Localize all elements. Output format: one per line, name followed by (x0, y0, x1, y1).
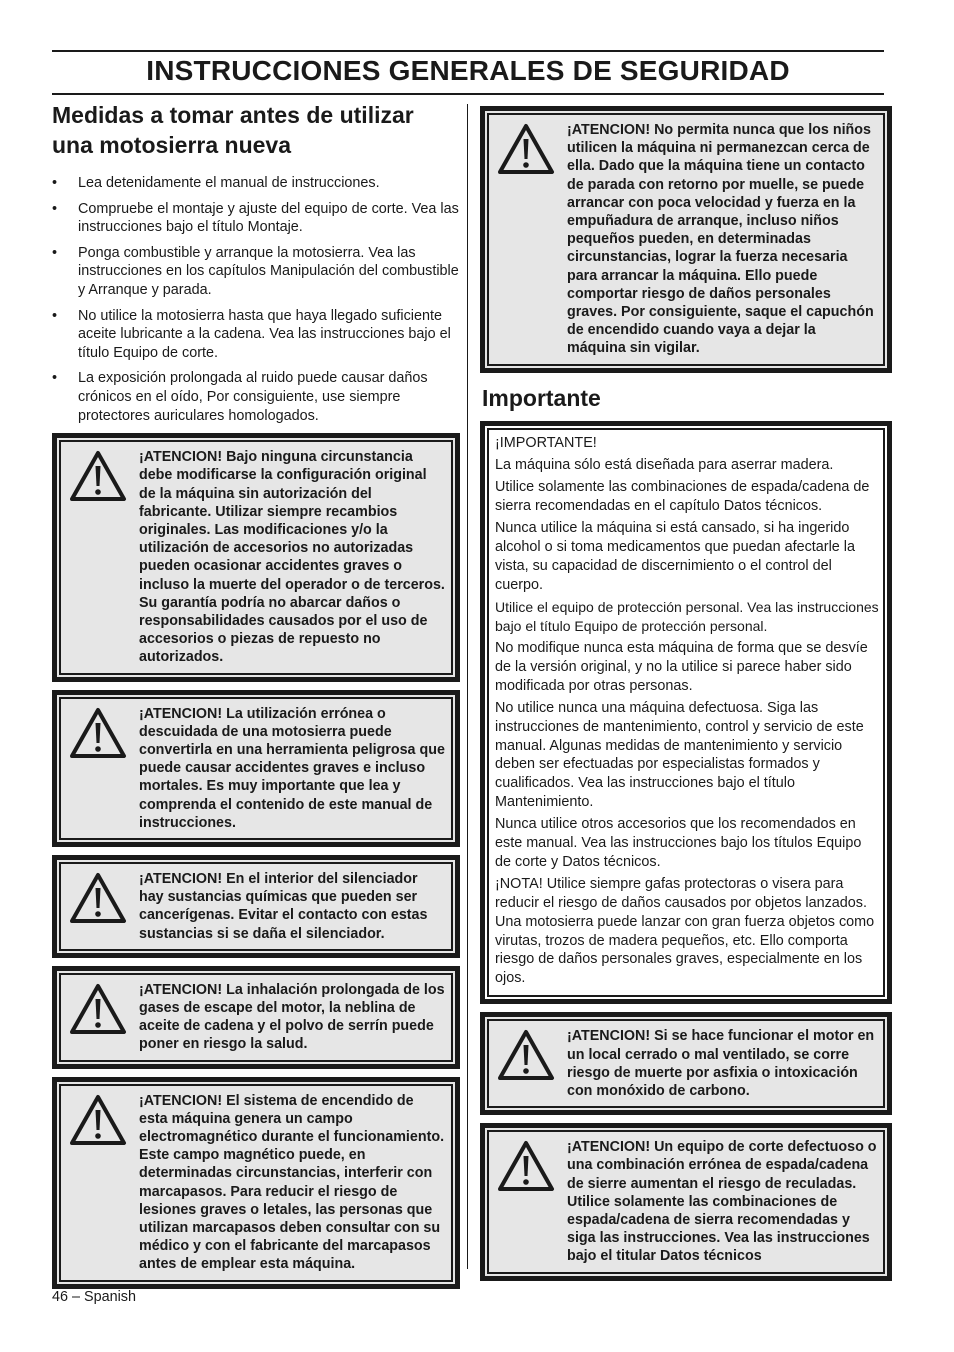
list-item-text: La exposición prolongada al ruido puede causar daños crónicos en el oído, Por consiguiente, use siempre protectores auriculares homologados. (78, 370, 428, 424)
warning-box (52, 433, 460, 681)
list-item: • No utilice la motosierra hasta que haya llegado suficiente aceite lubricante a la cadena. Vea las instrucciones bajo el título Equipo de corte. (52, 307, 451, 361)
warning-box (52, 966, 460, 1069)
warning-box (52, 690, 460, 847)
important-paragraph: No modifique nunca esta máquina de forma que se desvíe de la versión original, y no la utilice si parece haber sido modificada por otras personas. (495, 640, 868, 694)
warning-triangle-icon (485, 1027, 567, 1100)
important-box (480, 421, 892, 1005)
list-item-text: Compruebe el montaje y ajuste del equipo de corte. Vea las instrucciones bajo el título Montaje. (78, 200, 459, 236)
warning-text: ¡ATENCION! En el interior del silenciador hay sustancias químicas que pueden ser cancerígenas. Evitar el contacto con estas sustancias si se daña el silenciador. (139, 870, 428, 942)
important-paragraph: Utilice solamente las combinaciones de espada/cadena de sierra recomendadas en el capítulo Datos técnicos. (495, 479, 870, 515)
checklist (52, 174, 460, 425)
list-item: • Ponga combustible y arranque la motosierra. Vea las instrucciones en los capítulos Manipulación del combustible y Arranque y parada. (52, 244, 459, 298)
important-note: ¡NOTA! Utilice siempre gafas protectoras o visera para reducir el riesgo de daños causados por objetos lanzados. Una motosierra puede lanzar con gran fuerza objetos como virutas, trozos de madera pequeños, etc. Ello comporta riesgo de daños personales graves, especialmente en los ojos. (495, 876, 875, 987)
left-column (52, 100, 460, 1297)
warning-triangle-icon (485, 1138, 567, 1265)
warning-triangle-icon (57, 705, 139, 832)
column-divider (467, 104, 468, 1269)
warning-text: ¡ATENCION! Si se hace funcionar el motor en un local cerrado o mal ventilado, se corre riesgo de muerte por asfixia o intoxicación con monóxido de carbono. (567, 1028, 875, 1100)
section-heading-important: Importante (482, 384, 601, 411)
warning-text: ¡ATENCION! Bajo ninguna circunstancia debe modificarse la configuración original de la máquina sin autorización del fabricante. Utilizar siempre recambios originales. Las modificaciones y/o la utilización de accesorios no autorizadas pueden ocasionar accidentes graves o incluso la muerte del operador o de terceros. Su garantía podría no abarcar daños o responsabilidades causados por el uso de accesorios o piezas de repuesto no autorizados. (139, 449, 445, 666)
warning-text: ¡ATENCION! La inhalación prolongada de los gases de escape del motor, la neblina de aceite de cadena y el polvo de serrín puede poner en riesgo la salud. (139, 981, 445, 1053)
page-title: INSTRUCCIONES GENERALES DE SEGURIDAD (146, 55, 790, 86)
warning-box (480, 106, 892, 373)
warning-text: ¡ATENCION! No permita nunca que los niños utilicen la máquina ni permanezcan cerca de ella. Dado que la máquina tiene un contacto de parada con retorno por muelle, se puede arrancar con poca velocidad y fuerza en la empuñadura de arranque, incluso niños pequeños pueden, en determinadas circunstancias, lograr la fuerza necesaria para arrancar la máquina. Ello puede comportar riesgo de daños personales graves. Por consiguiente, saque el capuchón de encendido cuando vaya a dejar la máquina sin vigilar. (567, 122, 874, 357)
warning-box (480, 1123, 892, 1280)
important-paragraph: No utilice nunca una máquina defectuosa. Siga las instrucciones de mantenimiento, control y servicio de este manual. Algunas medidas de mantenimiento y servicio deben ser efectuadas por especialistas formados y cualificados. Vea las instrucciones bajo el título Mantenimiento. (495, 700, 864, 810)
title-rule-bottom (52, 93, 884, 95)
list-item-text: Lea detenidamente el manual de instrucciones. (78, 175, 380, 191)
warning-box (480, 1012, 892, 1115)
warning-triangle-icon (485, 121, 567, 358)
title-rule-top (52, 50, 884, 52)
warning-triangle-icon (57, 981, 139, 1054)
warning-triangle-icon (57, 870, 139, 943)
warning-triangle-icon (57, 1092, 139, 1274)
important-paragraph: La máquina sólo está diseñada para aserrar madera. (495, 456, 834, 473)
warning-text: ¡ATENCION! El sistema de encendido de esta máquina genera un campo electromagnético durante el funcionamiento. Este campo magnético puede, en determinadas circunstancias, interferir con marcapasos. Para reducir el riesgo de lesiones graves o letales, las personas que utilizan marcapasos deben consultar con su médico y con el fabricante del marcapasos antes de emplear esta máquina. (139, 1092, 445, 1273)
list-item: • La exposición prolongada al ruido puede causar daños crónicos en el oído, Por consiguiente, use siempre protectores auriculares homologados. (52, 370, 428, 424)
list-item: • Lea detenidamente el manual de instrucciones. (52, 175, 380, 191)
warning-box (52, 855, 460, 958)
list-item-text: No utilice la motosierra hasta que haya llegado suficiente aceite lubricante a la cadena. Vea las instrucciones bajo el título Equipo de corte. (78, 307, 451, 361)
warning-text: ¡ATENCION! Un equipo de corte defectuoso o una combinación errónea de espada/cadena de sierre aumentan el riesgo de reculadas. Utilice solamente las combinaciones de espada/cadena de sierra recomendadas y siga las instrucciones. Vea las instrucciones bajo el titular Datos técnicos (567, 1139, 877, 1265)
page-footer: 46 – Spanish (52, 1289, 137, 1305)
important-paragraph: Nunca utilice otros accesorios que los recomendados en este manual. Vea las instrucciones bajo los títulos Equipo de corte y Datos técnicos. (495, 816, 862, 870)
important-label: ¡IMPORTANTE! (495, 434, 597, 451)
important-paragraph: Utilice el equipo de protección personal. Vea las instrucciones bajo el título Equipo de protección personal. (495, 599, 879, 634)
warning-box (52, 1077, 460, 1289)
important-paragraph: Nunca utilice la máquina si está cansado, si ha ingerido alcohol o si toma medicamentos que puedan afectarle la vista, su capacidad de discernimiento o el control del cuerpo. (495, 520, 855, 593)
section-heading-before-use: Medidas a tomar antes de utilizar una motosierra nueva (52, 102, 414, 158)
list-item: • Compruebe el montaje y ajuste del equipo de corte. Vea las instrucciones bajo el título Montaje. (52, 200, 459, 236)
warning-triangle-icon (57, 448, 139, 666)
right-column (480, 106, 892, 1289)
warning-text: ¡ATENCION! La utilización errónea o descuidada de una motosierra puede convertirla en una herramienta peligrosa que puede causar accidentes graves e incluso mortales. Es muy importante que lea y comprenda el contenido de este manual de instrucciones. (139, 705, 445, 831)
list-item-text: Ponga combustible y arranque la motosierra. Vea las instrucciones en los capítulos Manipulación del combustible y Arranque y parada. (78, 244, 459, 298)
